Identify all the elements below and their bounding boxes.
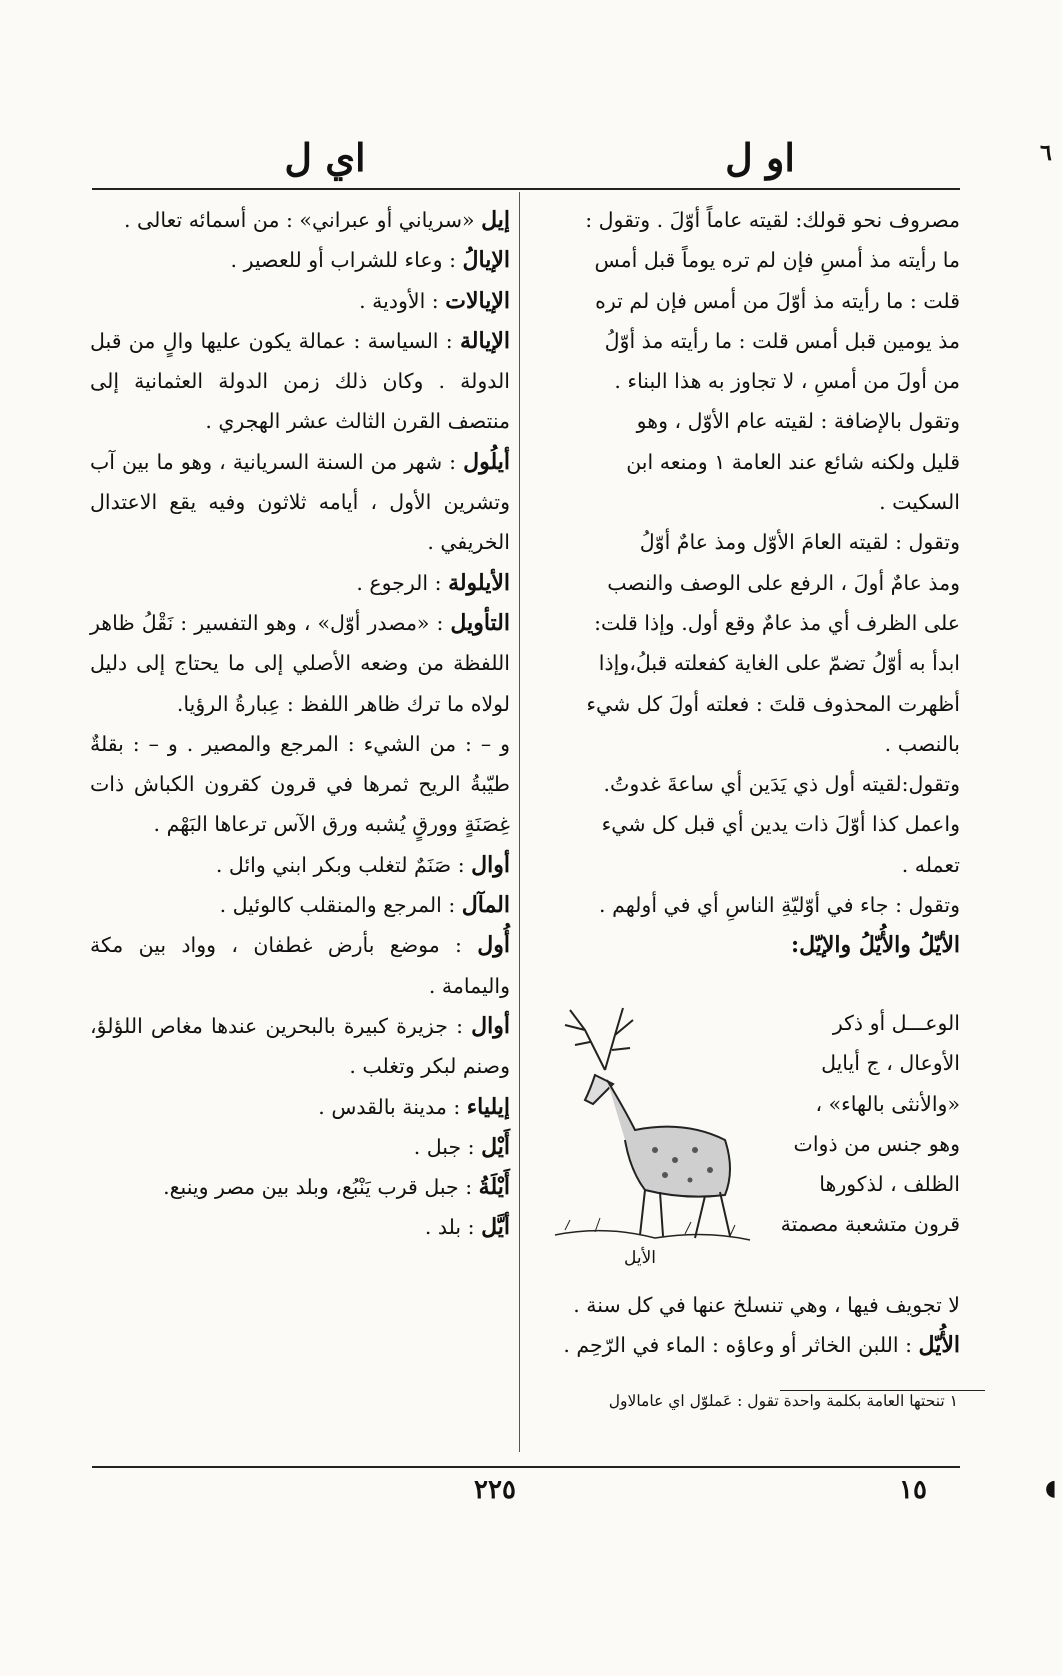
- entry: [90, 1167, 510, 1207]
- text-line: لا تجويف فيها ، وهي تنسلخ عنها في كل سنة .: [573, 1293, 960, 1317]
- definition: : صَنَمٌ لتغلب وبكر ابني وائل .: [215, 852, 465, 877]
- deer-caption: الأيل: [623, 1248, 657, 1268]
- section-number: ١٥: [899, 1475, 927, 1505]
- definition: : اللبن الخاثر أو وعاؤه : الماء في الرّحِم .: [563, 1333, 913, 1358]
- text-line: تعمله .: [901, 852, 960, 877]
- headword: أيلُول: [463, 448, 510, 475]
- entry: [90, 240, 510, 280]
- definition: : وعاء للشراب أو للعصير .: [230, 248, 456, 273]
- deer-entry-closing: [528, 1285, 960, 1366]
- text-line: أظهرت المحذوف قلتَ : فعلته أولَ كل شيء: [586, 691, 960, 716]
- entry: [90, 1207, 510, 1247]
- text-line: بالنصب .: [884, 731, 960, 756]
- definition: : السياسة : عمالة يكون عليها والٍ من قبل الدولة . وكان ذلك زمن الدولة العثمانية إلى منتصف القرن الثالث عشر الهجري .: [90, 328, 510, 434]
- text-line: من أولَ من أمسِ ، لا تجاوز به هذا البناء .: [614, 369, 960, 394]
- entry: [90, 200, 510, 240]
- headword: أوال: [471, 851, 510, 878]
- text-line: وهو جنس من ذوات: [793, 1131, 960, 1156]
- deer-illustration: [545, 1000, 755, 1250]
- headword: أُول: [477, 932, 510, 959]
- text-line: وتقول بالإضافة : لقيته عام الأوّل ، وهو: [636, 409, 960, 434]
- headword: المآل: [461, 892, 510, 919]
- definition: : «مصدر أوّل» ، وهو التفسير : نَقْلُ ظاهر اللفظة من وضعه الأصلي إلى ما يحتاج إلى دليل لولاه ما ترك ظاهر اللفظ : عِبارةُ الرؤيا.: [90, 610, 510, 716]
- text-line: السكيت .: [879, 490, 960, 515]
- text-line: قرون متشعبة مصمتة: [780, 1212, 960, 1237]
- definition: و – : من الشيء : المرجع والمصير . و – : بقلةٌ طيّبةُ الريح ثمرها في قرون كقرون الكباش ذات غِصَنَةٍ وورقٍ يُشبه ورق الآس ترعاها البَهْم .: [90, 731, 510, 837]
- entry: [90, 1006, 510, 1087]
- text-line: مصروف نحو قولك: لقيته عاماً أوّلَ . وتقول :: [585, 208, 960, 232]
- text-line: وتقول : جاء في أوّليّةِ الناسِ أي في أولهم .: [599, 893, 960, 918]
- headword: أَيْلَةُ: [478, 1174, 510, 1201]
- text-line: ما رأيته مذ أمسِ فإن لم تره يوماً قبل أمس: [594, 248, 960, 273]
- text-line: «والأنثى بالهاء» ،: [815, 1091, 960, 1116]
- definition: : الرجوع .: [356, 570, 442, 595]
- footnote-rule: [780, 1390, 985, 1391]
- entry: [90, 321, 510, 442]
- column-divider: [519, 192, 520, 1452]
- headword: الأُيّل: [918, 1332, 960, 1359]
- text-line: ابدأ به أوّلُ تضمّ على الغاية كفعلته قبلُ،وإذا: [598, 651, 960, 676]
- top-rule: [92, 188, 960, 190]
- headword: الأيلولة: [448, 569, 510, 596]
- definition: : موضع بأرض غطفان ، وواد بين مكة واليمامة .: [90, 933, 510, 998]
- margin-mark: ◖: [1045, 1475, 1057, 1501]
- definition: : جبل .: [413, 1134, 475, 1159]
- text-line: على الظرف أي مذ عامٌ وقع أول. وإذا قلت:: [594, 610, 960, 635]
- entry: [90, 281, 510, 321]
- entry: [90, 845, 510, 885]
- definition: : جبل قرب يَنْبُع، وبلد بين مصر وينبع.: [163, 1175, 473, 1200]
- text-line: الوعـــل أو ذكر: [832, 1011, 960, 1035]
- text-line: ومذ عامٌ أولَ ، الرفع على الوصف والنصب: [607, 570, 960, 595]
- page-number: ٢٢٥: [474, 1475, 516, 1505]
- headword: أوال: [471, 1012, 510, 1039]
- headword: إيل: [481, 207, 510, 233]
- entry: [90, 1087, 510, 1127]
- headword: التأويل: [450, 609, 510, 636]
- text-line: قليل ولكنه شائع عند العامة ١ ومنعه ابن: [626, 449, 960, 474]
- deer-entry-lines: [760, 1003, 960, 1245]
- entry: [90, 885, 510, 925]
- definition: : جزيرة كبيرة بالبحرين عندها مغاص اللؤلؤ، وصنم لبكر وتغلب .: [90, 1013, 510, 1079]
- text-line: الأوعال ، ج أيايل: [821, 1051, 960, 1076]
- entry: [90, 442, 510, 563]
- definition: : شهر من السنة السريانية ، وهو ما بين آب وتشرين الأول ، أيامه ثلاثون وفيه يقع الاعتدال الخريفي .: [90, 449, 510, 555]
- entry: [90, 724, 510, 845]
- left-column: [90, 200, 510, 1248]
- definition: : مدينة بالقدس .: [318, 1094, 461, 1119]
- text-line: الظلف ، لذكورها: [819, 1172, 960, 1197]
- headword: إيلياء: [466, 1093, 510, 1120]
- text-line: وتقول : لقيته العامَ الأوّل ومذ عامٌ أوّلُ: [639, 530, 960, 555]
- right-column-heading: او ل: [725, 135, 795, 180]
- corner-mark: ٦: [1040, 140, 1052, 166]
- text-line: قلت : ما رأيته مذ أوّلَ من أمس فإن لم تره: [595, 288, 960, 313]
- bottom-rule: [92, 1466, 960, 1468]
- definition: : بلد .: [424, 1215, 475, 1240]
- definition: : الأودية .: [359, 288, 439, 313]
- text-line: واعمل كذا أوّلَ ذات يدين أي قبل كل شيء: [601, 812, 960, 837]
- left-column-heading: اي ل: [284, 135, 366, 180]
- headword: أَيْل: [481, 1133, 510, 1160]
- headword: أيَّل: [481, 1214, 510, 1241]
- entry: [90, 603, 510, 724]
- deer-headword: الأيّلُ والأُيّلُ والإيّل:: [790, 932, 960, 959]
- headword: الإيالُ: [462, 247, 510, 274]
- entry: [90, 925, 510, 1006]
- definition: : المرجع والمنقلب كالوئيل .: [219, 893, 456, 918]
- text-line: مذ يومين قبل أمس قلت : ما رأيته مذ أوّلُ: [604, 328, 960, 353]
- right-column: [528, 200, 960, 966]
- footnote: ١ تنحتها العامة بكلمة واحدة تقول : عَملوّل اي عامالاول: [608, 1392, 958, 1410]
- entry: [90, 1127, 510, 1167]
- headword: الإيالات: [445, 287, 510, 314]
- definition: «سرياني أو عبراني» : من أسمائه تعالى .: [123, 208, 475, 232]
- text-line: وتقول:لقيته أول ذي يَدَين أي ساعةَ غدوتُ.: [603, 772, 960, 797]
- entry: [90, 563, 510, 603]
- entry-line: [528, 1325, 960, 1365]
- headword: الإيالة: [460, 327, 510, 354]
